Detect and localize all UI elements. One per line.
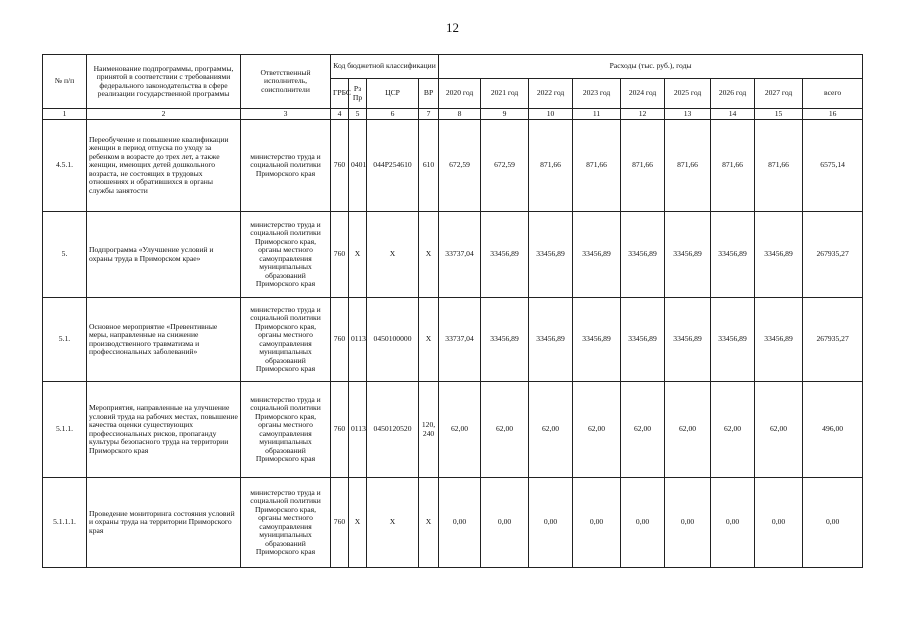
row-value: 33456,89	[573, 298, 621, 382]
row-value: 33456,89	[755, 298, 803, 382]
row-value: 0,00	[573, 478, 621, 568]
column-number: 15	[755, 109, 803, 120]
row-value: 62,00	[755, 382, 803, 478]
row-name: Переобучение и повышение квалификации женщин в период отпуска по уходу за ребенком в возрасте до трех лет, а также женщин, имеющих детей дошкольного возраста, не состоящих в трудовых отношениях и обратившихся в органы службы занятости	[87, 120, 241, 212]
row-rzpr: 0113	[349, 382, 367, 478]
row-value: 62,00	[621, 382, 665, 478]
row-value: 33456,89	[665, 212, 711, 298]
row-value: 33456,89	[481, 212, 529, 298]
header-year: 2022 год	[529, 79, 573, 109]
row-executor: министерство труда и социальной политики Приморского края, органы местного самоуправления муниципальных образований Приморского края	[241, 298, 331, 382]
column-number-row	[43, 109, 863, 120]
row-grbs: 760	[331, 382, 349, 478]
row-grbs: 760	[331, 212, 349, 298]
row-csr: X	[367, 478, 419, 568]
row-value: 33456,89	[529, 298, 573, 382]
row-total: 496,00	[803, 382, 863, 478]
row-number: 5.	[43, 212, 87, 298]
row-value: 871,66	[665, 120, 711, 212]
header-rzpr: Рз Пр	[349, 79, 367, 109]
row-csr: 0450100000	[367, 298, 419, 382]
header-year: 2024 год	[621, 79, 665, 109]
header-col-no: № п/п	[43, 55, 87, 109]
row-value: 0,00	[665, 478, 711, 568]
column-number: 13	[665, 109, 711, 120]
row-value: 33456,89	[665, 298, 711, 382]
row-value: 33737,04	[439, 298, 481, 382]
row-value: 33456,89	[755, 212, 803, 298]
row-total: 6575,14	[803, 120, 863, 212]
row-value: 33737,04	[439, 212, 481, 298]
header-grbs: ГРБС	[331, 79, 349, 109]
row-value: 62,00	[439, 382, 481, 478]
row-name: Проведение мониторинга состояния условий и охраны труда на территории Приморского края	[87, 478, 241, 568]
header-year: 2020 год	[439, 79, 481, 109]
row-grbs: 760	[331, 478, 349, 568]
column-number: 12	[621, 109, 665, 120]
row-value: 33456,89	[481, 298, 529, 382]
table-row	[43, 120, 863, 212]
row-value: 672,59	[481, 120, 529, 212]
table-row	[43, 212, 863, 298]
column-number: 7	[419, 109, 439, 120]
row-rzpr: 0401	[349, 120, 367, 212]
header-csr: ЦСР	[367, 79, 419, 109]
column-number: 9	[481, 109, 529, 120]
header-year: 2026 год	[711, 79, 755, 109]
row-total: 267935,27	[803, 298, 863, 382]
column-number: 3	[241, 109, 331, 120]
row-value: 62,00	[481, 382, 529, 478]
header-row-1	[43, 55, 863, 79]
table-row	[43, 298, 863, 382]
header-budget-code-group: Код бюджетной классификации	[331, 55, 439, 79]
row-csr: 0450120520	[367, 382, 419, 478]
row-grbs: 760	[331, 120, 349, 212]
column-number: 11	[573, 109, 621, 120]
row-value: 33456,89	[711, 298, 755, 382]
row-value: 62,00	[711, 382, 755, 478]
row-value: 672,59	[439, 120, 481, 212]
row-vr: X	[419, 298, 439, 382]
row-executor: министерство труда и социальной политики Приморского края, органы местного самоуправления муниципальных образований Приморского края	[241, 212, 331, 298]
header-expenses-group: Расходы (тыс. руб.), годы	[439, 55, 863, 79]
row-value: 33456,89	[621, 212, 665, 298]
row-value: 62,00	[665, 382, 711, 478]
row-name: Мероприятия, направленные на улучшение условий труда на рабочих местах, повышение качества оценки существующих профессиональных рисков, пропаганду культуры безопасного труда на территории Приморского края	[87, 382, 241, 478]
row-value: 0,00	[711, 478, 755, 568]
row-total: 267935,27	[803, 212, 863, 298]
column-number: 5	[349, 109, 367, 120]
row-value: 33456,89	[711, 212, 755, 298]
row-value: 871,66	[711, 120, 755, 212]
row-name: Подпрограмма «Улучшение условий и охраны труда в Приморском крае»	[87, 212, 241, 298]
row-number: 5.1.1.	[43, 382, 87, 478]
budget-table	[42, 54, 863, 568]
row-value: 33456,89	[573, 212, 621, 298]
column-number: 8	[439, 109, 481, 120]
row-name: Основное мероприятие «Превентивные меры, направленные на снижение производственного травматизма и профессиональных заболеваний»	[87, 298, 241, 382]
row-value: 62,00	[573, 382, 621, 478]
header-col-name: Наименование подпрограммы, программы, принятой в соответствии с требованиями федерального законодательства в сфере реализации государственной программы	[87, 55, 241, 109]
row-total: 0,00	[803, 478, 863, 568]
row-value: 0,00	[481, 478, 529, 568]
row-value: 62,00	[529, 382, 573, 478]
row-csr: X	[367, 212, 419, 298]
row-vr: X	[419, 212, 439, 298]
header-year: 2027 год	[755, 79, 803, 109]
row-value: 871,66	[755, 120, 803, 212]
row-number: 4.5.1.	[43, 120, 87, 212]
row-csr: 044Р254610	[367, 120, 419, 212]
row-vr: X	[419, 478, 439, 568]
column-number: 10	[529, 109, 573, 120]
row-value: 33456,89	[621, 298, 665, 382]
row-value: 33456,89	[529, 212, 573, 298]
table-row	[43, 478, 863, 568]
row-value: 871,66	[621, 120, 665, 212]
row-vr: 610	[419, 120, 439, 212]
row-value: 0,00	[755, 478, 803, 568]
table-row	[43, 382, 863, 478]
row-value: 0,00	[439, 478, 481, 568]
row-executor: министерство труда и социальной политики Приморского края, органы местного самоуправления муниципальных образований Приморского края	[241, 478, 331, 568]
column-number: 6	[367, 109, 419, 120]
column-number: 1	[43, 109, 87, 120]
column-number: 2	[87, 109, 241, 120]
row-value: 0,00	[529, 478, 573, 568]
row-value: 871,66	[573, 120, 621, 212]
column-number: 4	[331, 109, 349, 120]
row-executor: министерство труда и социальной политики Приморского края	[241, 120, 331, 212]
row-vr: 120, 240	[419, 382, 439, 478]
column-number: 16	[803, 109, 863, 120]
header-vr: ВР	[419, 79, 439, 109]
row-value: 0,00	[621, 478, 665, 568]
page-number: 12	[446, 20, 459, 35]
row-executor: министерство труда и социальной политики Приморского края, органы местного самоуправления муниципальных образований Приморского края	[241, 382, 331, 478]
header-year: 2023 год	[573, 79, 621, 109]
row-number: 5.1.1.1.	[43, 478, 87, 568]
row-value: 871,66	[529, 120, 573, 212]
header-total: всего	[803, 79, 863, 109]
row-number: 5.1.	[43, 298, 87, 382]
row-rzpr: X	[349, 212, 367, 298]
header-col-executor: Ответственный исполнитель, соисполнители	[241, 55, 331, 109]
row-rzpr: 0113	[349, 298, 367, 382]
row-grbs: 760	[331, 298, 349, 382]
header-year: 2025 год	[665, 79, 711, 109]
column-number: 14	[711, 109, 755, 120]
header-year: 2021 год	[481, 79, 529, 109]
row-rzpr: X	[349, 478, 367, 568]
